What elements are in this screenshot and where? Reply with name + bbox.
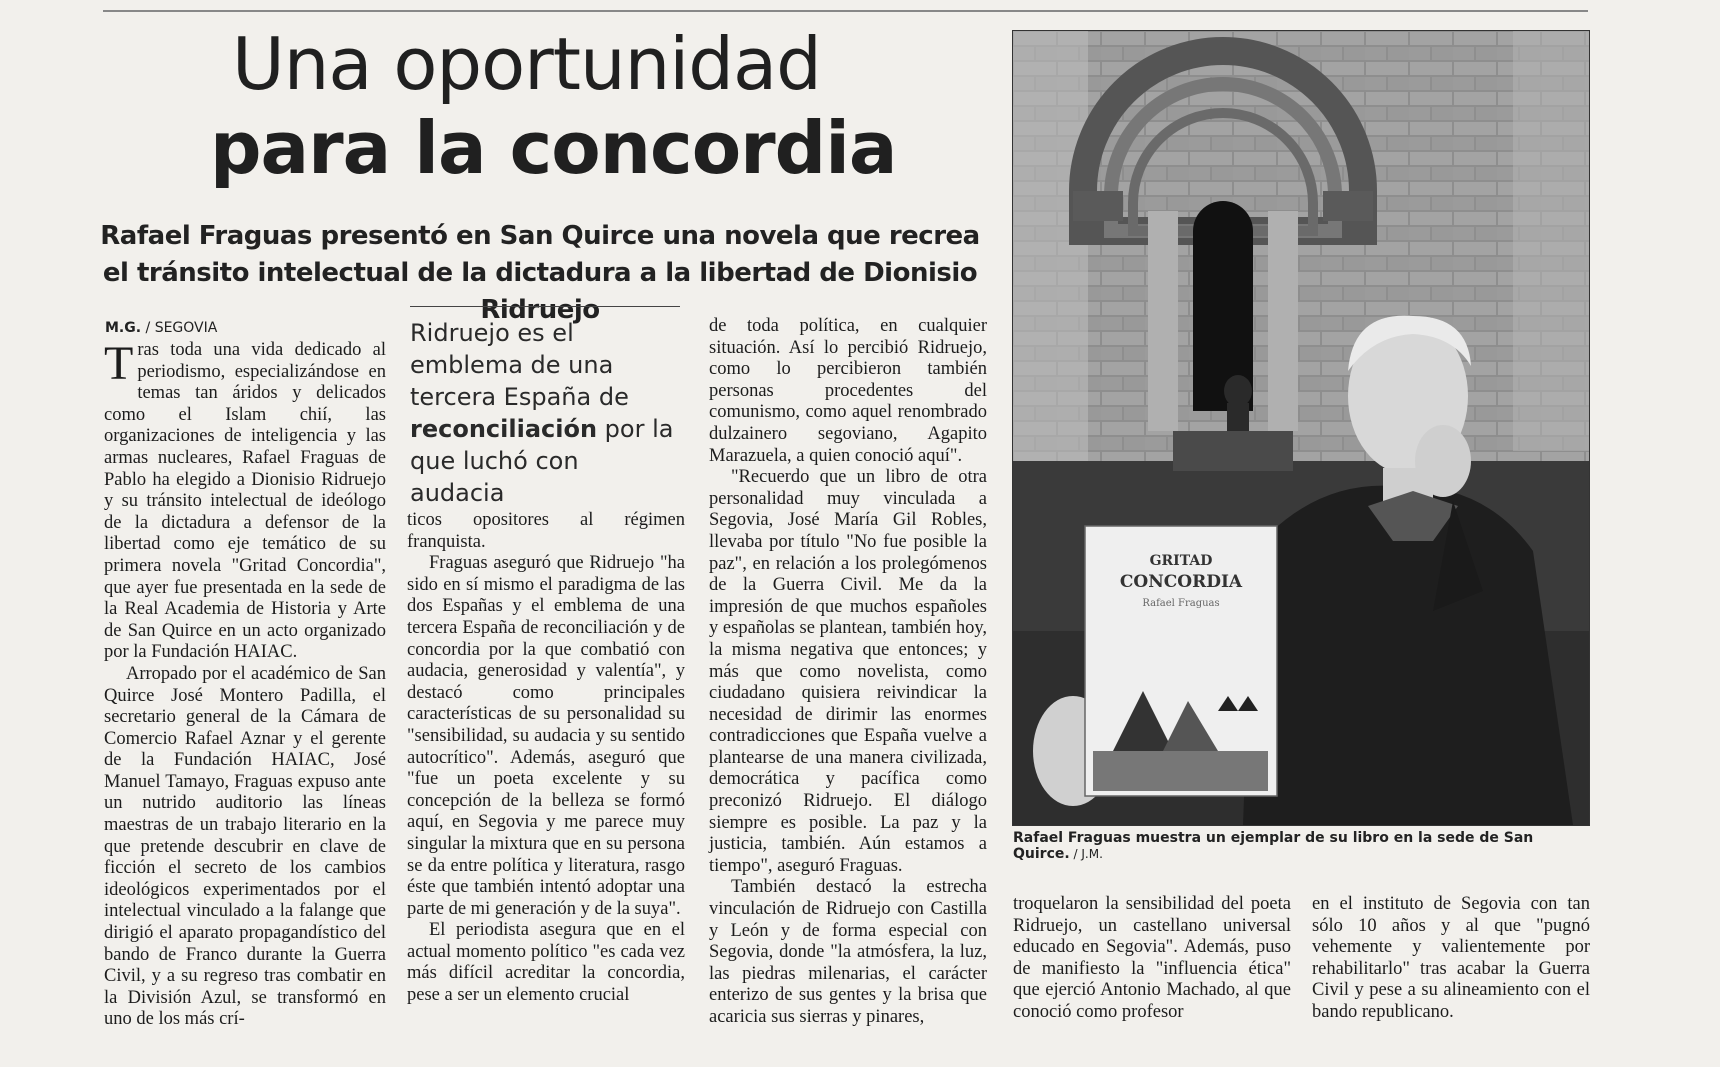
article-column-4 <box>1013 894 1291 1024</box>
paragraph: Tras toda una vida dedicado al periodismo, especializándose en temas tan áridos y delicados como el Islam chií, las organizaciones de inteligencia y las armas nucleares, Rafael Fraguas de Pablo ha elegido a Dionisio Ridruejo y su tránsito intelectual de ideólogo de la dictadura a defensor de la libertad como eje temático de su primera novela "Gritad Concordia", que ayer fue presentada en la sede de la Real Academia de Historia y Arte de San Quirce en un acto organizado por la Fundación HAIAC. <box>104 337 386 663</box>
book-author: Rafael Fraguas <box>1142 598 1220 609</box>
pull-quote-bold: reconciliación <box>410 415 598 443</box>
paragraph: Fraguas aseguró que Ridruejo "ha sido en sí mismo el paradigma de las dos Españas y el emblema de una tercera España de reconciliación y de concordia por la que combatió con audacia, generosidad y valentía", y destacó como principales características de su personalidad su "sensibilidad, su audacia y su sentido autocrítico". Además, aseguró que "fue un poeta excelente y su concepción de la belleza se formó aquí, en Segovia y me parece muy singular la mixtura que en su persona se da entre política y literatura, rasgo éste que también intentó adoptar una parte de mi generación y de la suya". <box>407 553 685 919</box>
byline-location: SEGOVIA <box>154 320 218 336</box>
dropcap: T <box>104 337 134 390</box>
byline-author: M.G. <box>105 320 142 336</box>
article-column-5 <box>1312 894 1590 1024</box>
paragraph: También destacó la estrecha vinculación de Ridruejo con Castilla y León y de forma especial con Segovia, donde "la atmósfera, la luz, las piedras milenarias, el carácter enterizo de sus gentes y la brisa que acaricia sus sierras y pinares, <box>709 877 987 1027</box>
paragraph: Arropado por el académico de San Quirce José Montero Padilla, el secretario general de la Cámara de Comercio Rafael Aznar y el gerente de la Fundación HAIAC, José Manuel Tamayo, Fraguas expuso ante un nutrido auditorio las líneas maestras de un trabajo literario en la que pretende descubrir en clave de ficción el secreto de los cambios ideológicos experimentados por el intelectual vinculado a la falange que dirigió el aparato propagandístico del bando de Franco durante la Guerra Civil, y a su regreso tras combatir en la División Azul, se transformó en uno de los más crí- <box>104 663 386 1030</box>
pull-quote: Ridruejo es el emblema de una tercera España de reconciliación por la que luchó con audacia <box>410 306 680 509</box>
paragraph: "Recuerdo que un libro de otra personalidad muy vinculada a Segovia, José María Gil Robles, llevaba por título "No fue posible la paz", en relación a los prolegómenos de la Guerra Civil. Me da la impresión de que muchos españoles y españolas se plantean, también hoy, la misma negativa que entonces; y más que como novelista, como ciudadano quisiera reivindicar la necesidad de dirimir las enormes contradicciones que España vuelve a plantearse de una manera civilizada, democrática y pacífica como preconizó Ridruejo. El diálogo siempre es posible. La paz y la justicia, también. Aún estamos a tiempo", aseguró Fraguas. <box>709 467 987 876</box>
article-column-1 <box>104 337 386 1031</box>
book-title-line1: GRITAD <box>1149 553 1213 569</box>
paragraph: troquelaron la sensibilidad del poeta Ridruejo, un castellano universal educado en Segovia". Además, puso de manifiesto la "influencia ética" que ejerció Antonio Machado, al que conoció como profesor <box>1013 894 1291 1022</box>
headline-line1: Una oportunidad <box>232 22 821 106</box>
article-column-2 <box>407 510 685 1007</box>
photo-credit: / J.M. <box>1069 847 1103 861</box>
paragraph: El periodista asegura que en el actual momento político "es cada vez más difícil acreditar la concordia, pese a ser un elemento crucial <box>407 920 685 1006</box>
book-title-line2: CONCORDIA <box>1119 572 1243 592</box>
paragraph: ticos opositores al régimen franquista. <box>407 510 685 552</box>
photo-caption: Rafael Fraguas muestra un ejemplar de su libro en la sede de San Quirce. / J.M. <box>1013 830 1534 862</box>
paragraph: en el instituto de Segovia con tan sólo 10 años y al que "pugnó vehemente y valientemente por rehabilitarlo" tras acabar la Guerra Civil y pese a su alineamiento con el bando republicano. <box>1312 894 1590 1022</box>
top-rule <box>103 10 1588 12</box>
headline <box>210 22 1010 190</box>
byline: M.G. / SEGOVIA <box>105 320 218 336</box>
article-photo <box>1012 30 1590 826</box>
headline-line2: para la concordia <box>210 106 897 190</box>
paragraph: de toda política, en cualquier situación. Así lo percibió Ridruejo, como lo percibieron también personas procedentes del comunismo, como aquel renombrado dulzainero segoviano, Agapito Marazuela, a quien conoció aquí". <box>709 316 987 466</box>
photo-illustration <box>1013 31 1589 825</box>
article-column-3 <box>709 316 987 1029</box>
subheadline: Rafael Fraguas presentó en San Quirce una novela que recrea el tránsito intelectual de la dictadura a la libertad de Dionisio Ridruejo <box>100 221 980 325</box>
book-cover <box>1085 526 1277 796</box>
headline-bold-word: concordia <box>509 106 897 190</box>
